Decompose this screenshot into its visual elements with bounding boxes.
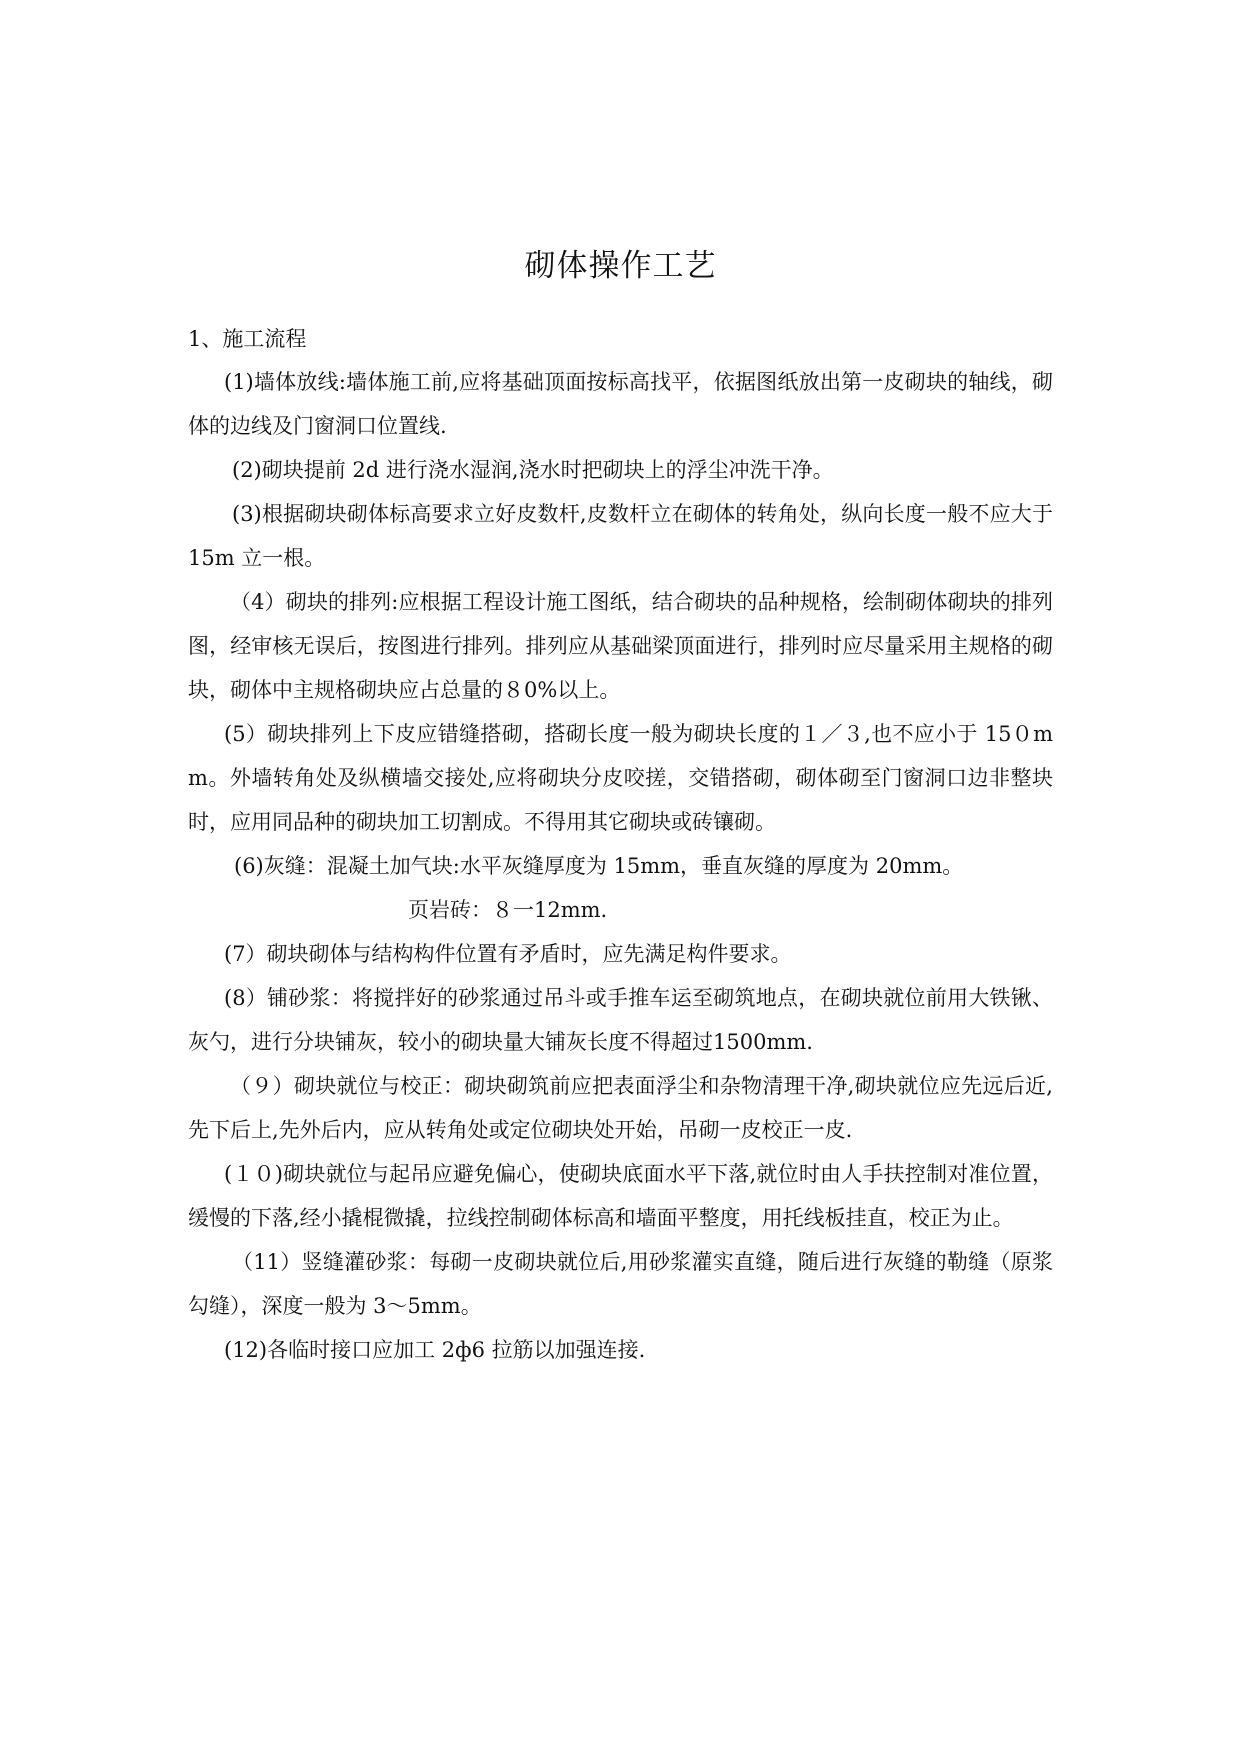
paragraph-11: （11）竖缝灌砂浆：每砌一皮砌块就位后,用砂浆灌实直缝，随后进行灰缝的勒缝（原浆勾缝），深度一般为 3～5mm。: [188, 1250, 1053, 1318]
paragraph-6: (6)灰缝：混凝土加气块:水平灰缝厚度为 15mm，垂直灰缝的厚度为 20mm。: [234, 854, 964, 878]
document-title: 砌体操作工艺: [524, 248, 717, 284]
paragraph-7: (7）砌块砌体与结构构件位置有矛盾时，应先满足构件要求。: [224, 942, 792, 966]
section-heading: 1、施工流程: [188, 327, 307, 351]
paragraph-9: （９）砌块就位与校正：砌块砌筑前应把表面浮尘和杂物清理干净,砌块就位应先远后近,先下后上,先外后内，应从转角处或定位砌块处开始，吊砌一皮校正一皮.: [188, 1074, 1053, 1142]
paragraph-12: (12)各临时接口应加工 2ф6 拉筋以加强连接.: [224, 1338, 646, 1362]
paragraph-4: （4）砌块的排列:应根据工程设计施工图纸，结合砌块的品种规格，绘制砌体砌块的排列图，经审核无误后，按图进行排列。排列应从基础梁顶面进行，排列时应尽量采用主规格的砌块，砌体中主规格砌块应占总量的８0%以上。: [188, 590, 1053, 702]
paragraph-5: (5）砌块排列上下皮应错缝搭砌，搭砌长度一般为砌块长度的１／３,也不应小于 15０mm。外墙转角处及纵横墙交接处,应将砌块分皮咬搓，交错搭砌，砌体砌至门窗洞口边非整块时，应用同品种的砌块加工切割成。不得用其它砌块或砖镶砌。: [188, 722, 1053, 834]
paragraph-2: (2)砌块提前 2d 进行浇水湿润,浇水时把砌块上的浮尘冲洗干净。: [232, 458, 834, 482]
paragraph-8: (8）铺砂浆：将搅拌好的砂浆通过吊斗或手推车运至砌筑地点，在砌块就位前用大铁锹、灰勺，进行分块铺灰，较小的砌块量大铺灰长度不得超过1500mm.: [188, 986, 1053, 1054]
document-body: [188, 360, 1053, 1372]
paragraph-10: (１０)砌块就位与起吊应避免偏心，使砌块底面水平下落,就位时由人手扶控制对准位置，缓慢的下落,经小撬棍微撬，拉线控制砌体标高和墙面平整度，用托线板挂直，校正为止。: [188, 1162, 1053, 1230]
paragraph-1: (1)墙体放线:墙体施工前,应将基础顶面按标高找平，依据图纸放出第一皮砌块的轴线，砌体的边线及门窗洞口位置线.: [188, 370, 1053, 438]
paragraph-6-sub: 页岩砖：８一12mm.: [408, 898, 608, 922]
paragraph-3: (3)根据砌块砌体标高要求立好皮数杆,皮数杆立在砌体的转角处，纵向长度一般不应大于 15m 立一根。: [188, 502, 1053, 570]
